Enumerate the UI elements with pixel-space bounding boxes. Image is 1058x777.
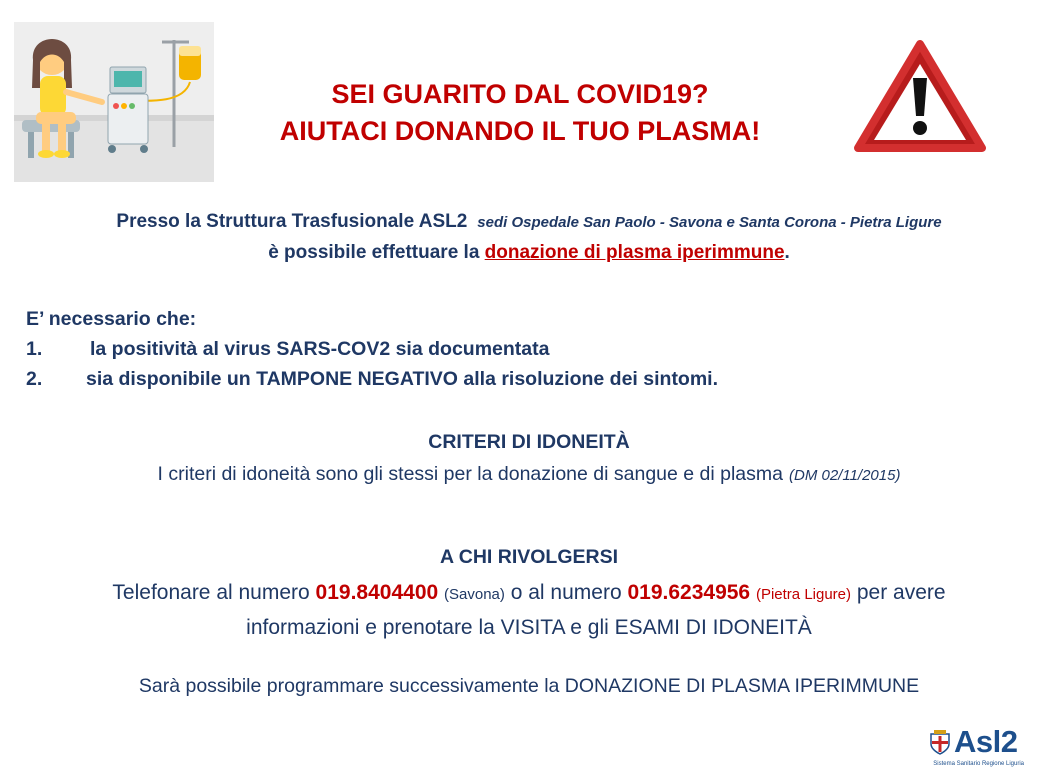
- requirement-number: 1.: [26, 338, 43, 360]
- requirement-item: [26, 364, 718, 394]
- headline: [200, 76, 840, 150]
- contacts-title: A CHI RIVOLGERSI: [439, 546, 619, 568]
- place-pietra-ligure: (Pietra Ligure): [755, 586, 852, 603]
- plasma-donation-link: donazione di plasma iperimmune: [484, 242, 785, 263]
- contacts-line2: informazioni e prenotare la VISITA e gli ESAMI DI IDONEITÀ: [246, 616, 812, 639]
- logo-text: Asl2: [954, 724, 1018, 759]
- criteria-note: (DM 02/11/2015): [789, 467, 901, 484]
- criteria-body: I criteri di idoneità sono gli stessi per la donazione di sangue e di plasma: [157, 463, 783, 485]
- phone-savona[interactable]: 019.8404400: [315, 581, 439, 604]
- contacts-text: [0, 576, 1058, 644]
- requirement-number: 2.: [26, 368, 43, 390]
- requirements: [26, 304, 718, 394]
- intro-line2-post: .: [784, 242, 790, 263]
- asl2-logo: [926, 724, 1024, 772]
- phone-pietra-ligure[interactable]: 019.6234956: [627, 581, 751, 604]
- liguria-crest-icon: [928, 730, 952, 756]
- requirements-heading: E’ necessario che:: [26, 308, 197, 330]
- contacts-pre: Telefonare al numero: [112, 581, 316, 604]
- logo-subtitle: Sistema Sanitario Regione Liguria: [933, 761, 1024, 767]
- headline-line2: AIUTACI DONANDO IL TUO PLASMA!: [279, 116, 761, 146]
- place-savona: (Savona): [444, 586, 505, 603]
- headline-line1: SEI GUARITO DAL COVID19?: [331, 79, 709, 109]
- requirement-text: la positività al virus SARS-COV2 sia documentata: [90, 338, 550, 360]
- final-note: Sarà possibile programmare successivamente la DONAZIONE DI PLASMA IPERIMMUNE: [138, 675, 920, 697]
- requirement-item: [26, 334, 718, 364]
- criteria-text: [0, 463, 1058, 486]
- contacts-post: per avere: [851, 581, 946, 604]
- intro-text: [0, 207, 1058, 268]
- requirement-text: sia disponibile un TAMPONE NEGATIVO alla risoluzione dei sintomi.: [86, 368, 719, 390]
- intro-line2-pre: è possibile effettuare la: [268, 242, 485, 263]
- contacts-mid: o al numero: [504, 581, 628, 604]
- warning-triangle-icon: [852, 38, 988, 156]
- criteria-title: CRITERI DI IDONEITÀ: [428, 431, 630, 453]
- intro-sedi: sedi Ospedale San Paolo - Savona e Santa Corona - Pietra Ligure: [477, 214, 942, 231]
- intro-main: Presso la Struttura Trasfusionale ASL2: [116, 211, 468, 232]
- plasma-donation-illustration: [14, 22, 214, 182]
